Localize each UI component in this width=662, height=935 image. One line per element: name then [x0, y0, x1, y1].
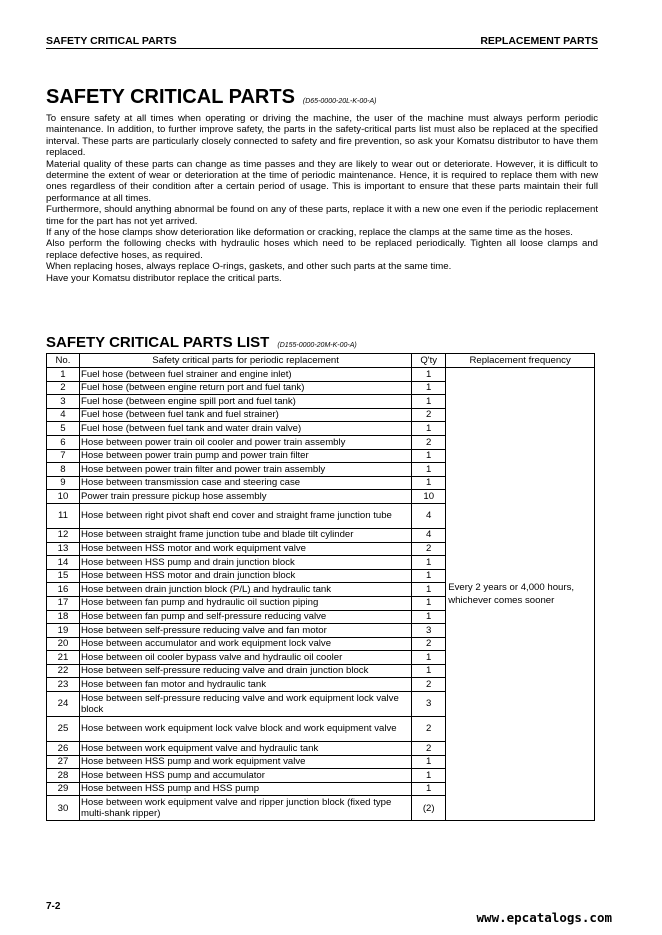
row-part: Fuel hose (between fuel tank and fuel strainer) — [79, 408, 411, 422]
row-number: 15 — [47, 569, 80, 583]
row-part: Hose between right pivot shaft end cover and straight frame junction tube — [79, 503, 411, 528]
row-number: 19 — [47, 624, 80, 638]
row-part: Hose between work equipment valve and hydraulic tank — [79, 742, 411, 756]
header-part: Safety critical parts for periodic replacement — [79, 354, 411, 368]
header-qty: Q'ty — [412, 354, 446, 368]
row-part: Hose between transmission case and steering case — [79, 476, 411, 490]
page-number: 7-2 — [46, 901, 61, 912]
row-number: 11 — [47, 503, 80, 528]
row-qty: 1 — [412, 569, 446, 583]
row-number: 9 — [47, 476, 80, 490]
row-number: 18 — [47, 610, 80, 624]
row-number: 26 — [47, 742, 80, 756]
row-qty: 1 — [412, 583, 446, 597]
row-number: 28 — [47, 769, 80, 783]
header-left: SAFETY CRITICAL PARTS — [46, 35, 177, 47]
table-header-row — [47, 354, 595, 368]
row-number: 3 — [47, 395, 80, 409]
row-part: Hose between HSS pump and HSS pump — [79, 782, 411, 796]
row-number: 17 — [47, 596, 80, 610]
paragraph: To ensure safety at all times when operating or driving the machine, the user of the machine must always perform periodic maintenance. In addition, to further improve safety, the parts in the safety-critical parts list must also be replaced at the specified interval. These parts are particularly closely connected to safety and fire prevention, so ask your Komatsu distributor to have them replaced. — [46, 113, 598, 159]
paragraph: When replacing hoses, always replace O-rings, gaskets, and other such parts at the same time. — [46, 261, 452, 273]
list-title — [46, 334, 357, 351]
row-part: Hose between HSS motor and work equipment valve — [79, 542, 411, 556]
paragraph: If any of the hose clamps show deterioration like deformation or cracking, replace the clamps at the same time as the hoses. — [46, 227, 573, 239]
row-part: Hose between drain junction block (P/L) and hydraulic tank — [79, 583, 411, 597]
paragraph: Have your Komatsu distributor replace the critical parts. — [46, 272, 282, 284]
title-code: (D65-0000-20L-K-00-A) — [302, 98, 377, 105]
row-number: 23 — [47, 678, 80, 692]
row-part: Hose between power train filter and power train assembly — [79, 463, 411, 477]
row-qty: (2) — [412, 796, 446, 821]
row-qty: 3 — [412, 624, 446, 638]
row-qty: 2 — [412, 678, 446, 692]
row-qty: 1 — [412, 755, 446, 769]
header-frequency: Replacement frequency — [446, 354, 595, 368]
row-number: 7 — [47, 449, 80, 463]
table-row — [47, 368, 595, 382]
row-qty: 1 — [412, 610, 446, 624]
row-qty: 2 — [412, 435, 446, 449]
replacement-frequency: Every 2 years or 4,000 hours, whichever comes sooner — [446, 368, 595, 821]
row-part: Power train pressure pickup hose assembly — [79, 490, 411, 504]
row-qty: 2 — [412, 742, 446, 756]
row-part: Fuel hose (between engine spill port and fuel tank) — [79, 395, 411, 409]
row-number: 25 — [47, 717, 80, 742]
row-qty: 1 — [412, 449, 446, 463]
row-part: Hose between self-pressure reducing valve and drain junction block — [79, 664, 411, 678]
row-number: 16 — [47, 583, 80, 597]
row-number: 8 — [47, 463, 80, 477]
row-number: 1 — [47, 368, 80, 382]
row-part: Fuel hose (between engine return port and fuel tank) — [79, 381, 411, 395]
row-number: 21 — [47, 651, 80, 665]
parts-table — [46, 353, 595, 821]
row-part: Hose between HSS pump and drain junction block — [79, 556, 411, 570]
row-part: Fuel hose (between fuel strainer and engine inlet) — [79, 368, 411, 382]
row-part: Hose between straight frame junction tube and blade tilt cylinder — [79, 528, 411, 542]
row-part: Hose between fan pump and self-pressure reducing valve — [79, 610, 411, 624]
row-part: Hose between work equipment lock valve block and work equipment valve — [79, 717, 411, 742]
row-qty: 10 — [412, 490, 446, 504]
row-number: 13 — [47, 542, 80, 556]
row-qty: 1 — [412, 556, 446, 570]
header-no: No. — [47, 354, 80, 368]
row-qty: 1 — [412, 596, 446, 610]
row-part: Hose between oil cooler bypass valve and hydraulic oil cooler — [79, 651, 411, 665]
row-qty: 2 — [412, 408, 446, 422]
page-title — [46, 86, 376, 109]
row-part: Hose between self-pressure reducing valve and work equipment lock valve block — [79, 692, 411, 717]
row-qty: 1 — [412, 664, 446, 678]
row-part: Hose between fan motor and hydraulic tank — [79, 678, 411, 692]
row-qty: 1 — [412, 395, 446, 409]
row-qty: 2 — [412, 542, 446, 556]
row-part: Hose between accumulator and work equipment lock valve — [79, 637, 411, 651]
row-part: Hose between HSS motor and drain junction block — [79, 569, 411, 583]
row-part: Hose between HSS pump and accumulator — [79, 769, 411, 783]
row-qty: 2 — [412, 717, 446, 742]
row-part: Hose between power train oil cooler and power train assembly — [79, 435, 411, 449]
paragraph: Furthermore, should anything abnormal be found on any of these parts, replace it with a new one even if the periodic replacement time for the part has not yet arrived. — [46, 204, 598, 227]
header-right: REPLACEMENT PARTS — [480, 35, 598, 47]
row-part: Hose between self-pressure reducing valve and fan motor — [79, 624, 411, 638]
row-part: Hose between power train pump and power train filter — [79, 449, 411, 463]
row-qty: 1 — [412, 463, 446, 477]
row-number: 24 — [47, 692, 80, 717]
row-number: 27 — [47, 755, 80, 769]
row-qty: 1 — [412, 651, 446, 665]
running-header — [46, 35, 598, 49]
row-qty: 2 — [412, 637, 446, 651]
row-qty: 1 — [412, 476, 446, 490]
paragraph: Material quality of these parts can change as time passes and they are likely to wear out or deteriorate. However, it is difficult to determine the extent of wear or deterioration at the time of periodic maintenance. Hence, it is required to replace them with new ones regardless of their condition after a certain period of usage. This is important to ensure that these parts maintain their full performance at all times. — [46, 158, 598, 204]
row-qty: 1 — [412, 368, 446, 382]
row-number: 14 — [47, 556, 80, 570]
row-part: Hose between HSS pump and work equipment valve — [79, 755, 411, 769]
row-qty: 4 — [412, 503, 446, 528]
row-qty: 1 — [412, 769, 446, 783]
row-qty: 1 — [412, 782, 446, 796]
row-number: 5 — [47, 422, 80, 436]
row-number: 22 — [47, 664, 80, 678]
row-qty: 1 — [412, 381, 446, 395]
row-part: Hose between fan pump and hydraulic oil suction piping — [79, 596, 411, 610]
paragraph: Also perform the following checks with hydraulic hoses which need to be replaced periodically. Tighten all loose clamps and replace defective hoses, as required. — [46, 238, 598, 261]
row-number: 4 — [47, 408, 80, 422]
row-number: 20 — [47, 637, 80, 651]
row-part: Hose between work equipment valve and ripper junction block (fixed type multi-shank ripper) — [79, 796, 411, 821]
row-number: 2 — [47, 381, 80, 395]
watermark: www.epcatalogs.com — [476, 910, 612, 925]
intro-text — [46, 113, 598, 284]
row-qty: 3 — [412, 692, 446, 717]
row-number: 29 — [47, 782, 80, 796]
table-body — [47, 368, 595, 821]
row-qty: 4 — [412, 528, 446, 542]
row-qty: 1 — [412, 422, 446, 436]
row-number: 12 — [47, 528, 80, 542]
page-title-text: SAFETY CRITICAL PARTS — [46, 86, 295, 108]
list-code: (D155-0000-20M-K-00-A) — [277, 342, 357, 349]
row-number: 6 — [47, 435, 80, 449]
list-title-text: SAFETY CRITICAL PARTS LIST — [46, 334, 270, 351]
row-number: 30 — [47, 796, 80, 821]
row-part: Fuel hose (between fuel tank and water drain valve) — [79, 422, 411, 436]
row-number: 10 — [47, 490, 80, 504]
